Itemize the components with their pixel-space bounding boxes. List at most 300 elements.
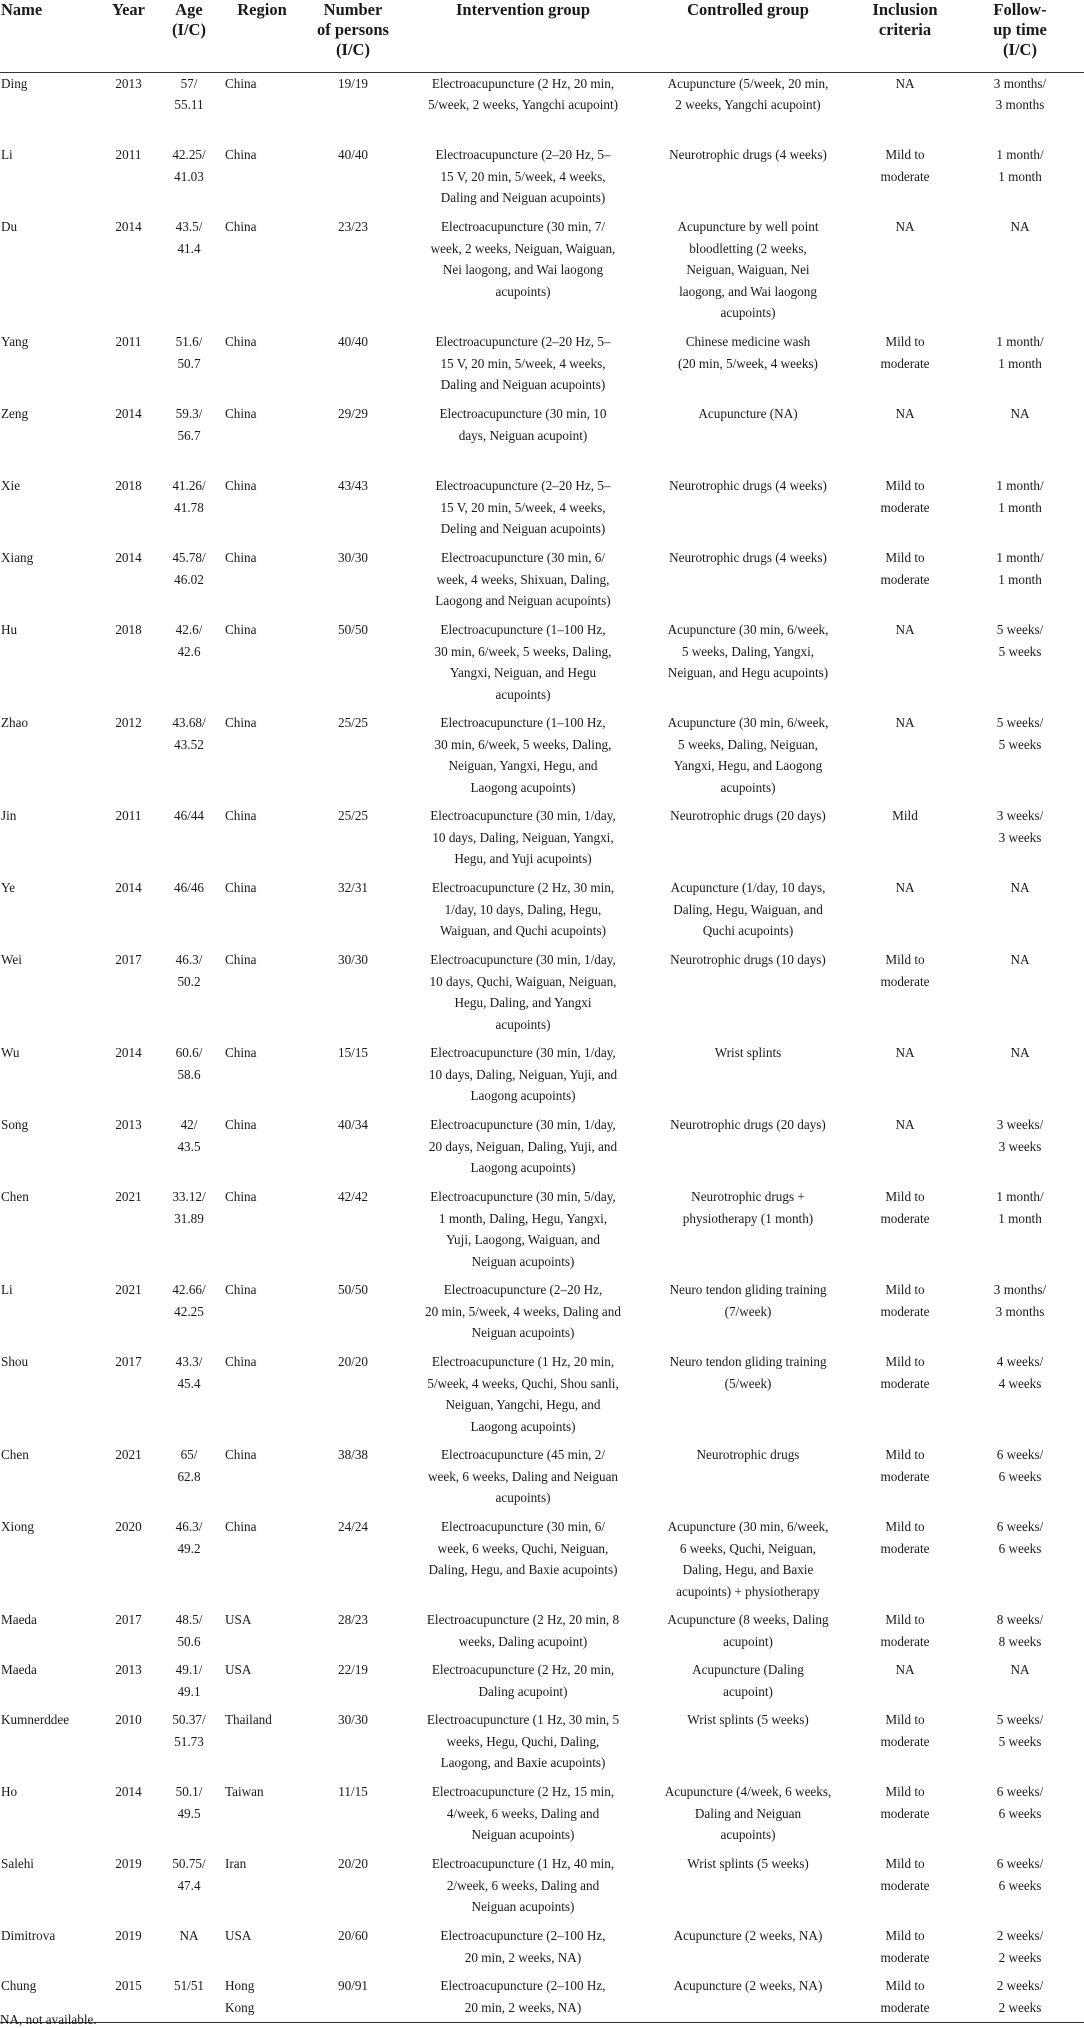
table-row (0, 1114, 1084, 1186)
cell-age (156, 1516, 222, 1609)
controlled-line: 5 weeks, Daling, Neiguan, (678, 736, 818, 752)
cell-name: Ding (1, 75, 28, 91)
cell-persons: 40/40 (337, 147, 369, 162)
controlled-line: Chinese medicine wash (685, 334, 811, 349)
cell-persons: 25/25 (337, 808, 369, 823)
cell-persons: 40/34 (337, 1117, 369, 1132)
region-line: USA (225, 1612, 252, 1627)
inclusion-line: moderate (880, 1375, 930, 1391)
followup-line: 1 month/ (996, 147, 1044, 162)
header-year: Year (101, 0, 156, 72)
region-line: China (225, 1117, 257, 1132)
controlled-line: Acupuncture (30 min, 6/week, (667, 1519, 829, 1534)
age-line: 50.7 (177, 355, 201, 371)
cell-inclusion (854, 216, 956, 331)
cell-persons: 40/40 (337, 334, 369, 349)
cell-intervention (404, 1853, 642, 1925)
age-line: 45.4 (177, 1375, 201, 1391)
followup-line: NA (1010, 406, 1030, 421)
cell-year: 2014 (115, 219, 142, 234)
region-line: China (225, 1447, 257, 1462)
cell-year: 2014 (115, 1045, 142, 1060)
cell-controlled (642, 619, 854, 712)
cell-inclusion (854, 805, 956, 877)
cell-persons: 20/20 (337, 1856, 369, 1871)
cell-controlled (642, 475, 854, 547)
intervention-line: Electroacupuncture (2 Hz, 20 min, (431, 75, 615, 91)
controlled-line: acupoints) (720, 1827, 776, 1842)
age-line: 46.3/ (175, 952, 203, 967)
cell-followup (956, 331, 1084, 403)
cell-intervention (404, 1186, 642, 1279)
controlled-line: Acupuncture (2 weeks, NA) (673, 1928, 823, 1943)
table-row (0, 805, 1084, 877)
cell-inclusion (854, 1925, 956, 1975)
cell-persons: 29/29 (337, 406, 369, 421)
cell-intervention (404, 1114, 642, 1186)
region-line: China (225, 1282, 257, 1297)
cell-name: Maeda (1, 1662, 37, 1677)
age-line: 50.75/ (172, 1856, 206, 1871)
intervention-line: Neiguan acupoints) (471, 1827, 575, 1842)
age-line: 41.4 (177, 240, 201, 256)
cell-intervention (404, 1659, 642, 1709)
intervention-line: Daling and Neiguan acupoints) (440, 377, 606, 392)
controlled-line: Neurotrophic drugs (20 days) (670, 808, 826, 823)
region-line: China (225, 1354, 257, 1369)
cell-age (156, 1975, 222, 2022)
cell-age (156, 547, 222, 619)
controlled-line: Wrist splints (5 weeks) (687, 1712, 809, 1727)
inclusion-line: moderate (880, 973, 930, 989)
followup-line: 2 weeks/ (996, 1978, 1044, 1993)
controlled-line: Neuro tendon gliding training (669, 1354, 827, 1369)
intervention-line: Hegu, and Yuji acupoints) (454, 851, 592, 866)
cell-persons: 28/23 (337, 1612, 369, 1627)
age-line: 41.78 (174, 499, 204, 515)
cell-inclusion (854, 1609, 956, 1659)
cell-intervention (404, 877, 642, 949)
intervention-line: 15 V, 20 min, 5/week, 4 weeks, (440, 168, 606, 184)
age-line: 46/46 (173, 880, 205, 895)
cell-name: Dimitrova (1, 1928, 56, 1943)
inclusion-line: moderate (880, 1210, 930, 1226)
intervention-line: Laogong acupoints) (470, 779, 576, 795)
cell-followup (956, 619, 1084, 712)
inclusion-line: NA (895, 1045, 915, 1060)
intervention-line: week, 6 weeks, Daling and Neiguan (427, 1468, 619, 1484)
intervention-line: 10 days, Quchi, Waiguan, Neiguan, (429, 973, 617, 989)
cell-year: 2019 (115, 1928, 142, 1943)
inclusion-line: Mild to (885, 1447, 925, 1462)
region-line: China (225, 550, 257, 565)
followup-line: 1 month/ (996, 550, 1044, 565)
followup-line: 8 weeks (998, 1633, 1042, 1649)
controlled-line: Neurotrophic drugs (4 weeks) (669, 550, 827, 565)
inclusion-line: moderate (880, 1805, 930, 1821)
inclusion-line: NA (895, 1662, 915, 1677)
cell-age (156, 805, 222, 877)
cell-region (222, 877, 302, 949)
intervention-line: Electroacupuncture (2–20 Hz, 5– (435, 478, 611, 493)
intervention-line: Electroacupuncture (1 Hz, 20 min, (431, 1354, 615, 1369)
cell-followup (956, 1279, 1084, 1351)
controlled-line: acupoint) (723, 1633, 773, 1649)
controlled-line: Acupuncture (Daling (692, 1662, 804, 1677)
cell-persons: 50/50 (337, 622, 369, 637)
cell-controlled (642, 72, 854, 144)
inclusion-line: moderate (880, 1999, 930, 2015)
cell-persons: 42/42 (337, 1189, 369, 1204)
table-row (0, 1659, 1084, 1709)
controlled-line: (7/week) (724, 1303, 772, 1319)
table-row (0, 475, 1084, 547)
cell-followup (956, 1042, 1084, 1114)
cell-age (156, 144, 222, 216)
intervention-line: acupoints) (495, 1490, 551, 1505)
followup-line: NA (1010, 219, 1030, 234)
cell-controlled (642, 331, 854, 403)
followup-line: 6 weeks (998, 1805, 1042, 1821)
intervention-line: 5/week, 4 weeks, Quchi, Shou sanli, (427, 1375, 619, 1391)
cell-intervention (404, 1975, 642, 2022)
table-row (0, 1444, 1084, 1516)
age-line: 42.6 (177, 643, 201, 659)
cell-followup (956, 1516, 1084, 1609)
cell-controlled (642, 1114, 854, 1186)
cell-intervention (404, 1709, 642, 1781)
cell-controlled (642, 1781, 854, 1853)
age-line: 41.03 (174, 168, 204, 184)
followup-line: 5 weeks (998, 736, 1042, 752)
age-line: 42.25/ (172, 147, 206, 162)
cell-region (222, 1279, 302, 1351)
followup-line: NA (1010, 880, 1030, 895)
cell-year: 2017 (115, 1612, 142, 1627)
intervention-line: Electroacupuncture (2–20 Hz, 5– (435, 147, 611, 162)
region-line: Iran (225, 1856, 247, 1871)
table-row (0, 949, 1084, 1042)
controlled-line: Yangxi, Hegu, and Laogong (673, 758, 823, 773)
cell-followup (956, 877, 1084, 949)
cell-name: Wei (1, 952, 22, 967)
cell-name: Song (1, 1117, 29, 1132)
cell-year: 2018 (115, 622, 142, 637)
cell-inclusion (854, 1114, 956, 1186)
region-line: China (225, 334, 257, 349)
intervention-line: Electroacupuncture (2 Hz, 30 min, (431, 880, 615, 895)
followup-line: 5 weeks/ (996, 1712, 1044, 1727)
cell-followup (956, 1975, 1084, 2022)
controlled-line: Daling and Neiguan (694, 1805, 802, 1821)
inclusion-line: Mild to (885, 1978, 925, 1993)
cell-name: Kumnerddee (1, 1712, 70, 1727)
inclusion-line: NA (895, 622, 915, 637)
cell-inclusion (854, 1709, 956, 1781)
followup-line: 3 weeks/ (996, 1117, 1044, 1132)
region-line: Thailand (225, 1712, 272, 1727)
table-row (0, 877, 1084, 949)
followup-line: 4 weeks (998, 1375, 1042, 1391)
controlled-line: acupoint) (723, 1683, 773, 1699)
intervention-line: Electroacupuncture (30 min, 10 (439, 406, 607, 421)
inclusion-line: NA (895, 219, 915, 234)
intervention-line: Electroacupuncture (1–100 Hz, (440, 715, 606, 730)
intervention-line: acupoints) (495, 686, 551, 702)
cell-followup (956, 216, 1084, 331)
header-age (156, 0, 222, 72)
inclusion-line: Mild to (885, 1712, 925, 1727)
cell-inclusion (854, 331, 956, 403)
followup-line: NA (1010, 952, 1030, 967)
inclusion-line: Mild to (885, 1354, 925, 1369)
followup-line: 1 month/ (996, 478, 1044, 493)
header-persons-line: (I/C) (336, 40, 370, 59)
inclusion-line: moderate (880, 571, 930, 587)
inclusion-line: moderate (880, 355, 930, 371)
controlled-line: Acupuncture (4/week, 6 weeks, (664, 1784, 832, 1799)
cell-year: 2017 (115, 952, 142, 967)
header-row (0, 0, 1084, 72)
controlled-line: Acupuncture (1/day, 10 days, (670, 880, 826, 895)
cell-persons: 32/31 (337, 880, 369, 895)
inclusion-line: moderate (880, 1540, 930, 1556)
inclusion-line: Mild (892, 808, 918, 823)
age-line: 46/44 (173, 808, 205, 823)
cell-intervention (404, 1609, 642, 1659)
cell-age (156, 216, 222, 331)
region-line: China (225, 880, 257, 895)
controlled-line: Neuro tendon gliding training (669, 1282, 827, 1297)
cell-controlled (642, 1444, 854, 1516)
cell-age (156, 475, 222, 547)
intervention-line: Electroacupuncture (30 min, 6/ (440, 1519, 606, 1534)
controlled-line: Neiguan, Waiguan, Nei (686, 262, 810, 277)
cell-region (222, 949, 302, 1042)
cell-persons: 90/91 (302, 1975, 404, 2022)
table-row (0, 1781, 1084, 1853)
cell-age (156, 1042, 222, 1114)
cell-name: Zeng (1, 406, 29, 421)
cell-year: 2011 (115, 334, 142, 349)
intervention-line: Electroacupuncture (30 min, 1/day, (430, 1045, 616, 1060)
header-followup (956, 0, 1084, 72)
cell-year: 2019 (115, 1856, 142, 1871)
age-line: 42.6/ (175, 622, 203, 637)
cell-intervention (404, 547, 642, 619)
age-line: 59.3/ (175, 406, 203, 421)
cell-year: 2021 (115, 1189, 142, 1204)
intervention-line: Electroacupuncture (30 min, 1/day, (430, 808, 616, 823)
controlled-line: Neurotrophic drugs (4 weeks) (669, 478, 827, 493)
inclusion-line: Mild to (885, 1612, 925, 1627)
cell-age (156, 712, 222, 805)
controlled-line: 5 weeks, Daling, Yangxi, (681, 643, 815, 659)
cell-inclusion (854, 712, 956, 805)
intervention-line: Neiguan, Yangchi, Hegu, and (445, 1397, 601, 1412)
cell-persons: 25/25 (337, 715, 369, 730)
region-line: Kong (225, 1999, 255, 2015)
cell-persons: 20/20 (337, 1354, 369, 1369)
age-line: 50.37/ (172, 1712, 206, 1727)
followup-line: 3 months/ (993, 75, 1047, 91)
age-line: 46.3/ (175, 1519, 203, 1534)
cell-age (156, 1114, 222, 1186)
intervention-line: Nei laogong, and Wai laogong (442, 262, 604, 277)
region-line: Taiwan (225, 1784, 264, 1799)
cell-controlled (642, 1975, 854, 2022)
inclusion-line: NA (895, 75, 915, 91)
region-line: China (225, 1189, 257, 1204)
controlled-line: Daling, Hegu, Waiguan, and (673, 901, 823, 917)
controlled-line: Acupuncture (NA) (698, 406, 798, 421)
followup-line: 6 weeks (998, 1877, 1042, 1893)
intervention-line: weeks, Hegu, Quchi, Daling, (446, 1733, 600, 1749)
table-body (0, 72, 1084, 2022)
table-row (0, 712, 1084, 805)
followup-line: 1 month (998, 571, 1042, 587)
age-line: 50.2 (177, 973, 201, 989)
cell-name: Shou (1, 1354, 29, 1369)
table-row (0, 1186, 1084, 1279)
inclusion-line: moderate (880, 1733, 930, 1749)
cell-intervention (404, 805, 642, 877)
cell-intervention (404, 1781, 642, 1853)
cell-intervention (404, 1042, 642, 1114)
intervention-line: 20 min, 5/week, 4 weeks, Daling and (425, 1303, 621, 1319)
age-line: 42/ (180, 1117, 198, 1132)
controlled-line: 2 weeks, Yangchi acupoint) (675, 97, 821, 112)
intervention-line: 2/week, 6 weeks, Daling and (446, 1877, 600, 1893)
intervention-line: 30 min, 6/week, 5 weeks, Daling, (434, 736, 612, 752)
intervention-line: Electroacupuncture (30 min, 1/day, (430, 1117, 616, 1132)
intervention-line: acupoints) (495, 1016, 551, 1032)
cell-inclusion (854, 877, 956, 949)
cell-age (156, 1781, 222, 1853)
cell-followup (956, 1853, 1084, 1925)
header-followup-line: Follow- (993, 0, 1047, 19)
controlled-line: Acupuncture (8 weeks, Daling (667, 1612, 829, 1627)
age-line: 31.89 (174, 1210, 204, 1226)
header-persons (302, 0, 404, 72)
controlled-line: Neiguan, and Hegu acupoints) (667, 665, 829, 680)
age-line: 43.68/ (172, 715, 206, 730)
intervention-line: Daling, Hegu, and Baxie acupoints) (428, 1562, 618, 1577)
age-line: 49.1 (177, 1683, 201, 1699)
cell-followup (956, 1351, 1084, 1444)
cell-region (222, 72, 302, 144)
controlled-line: Neurotrophic drugs (10 days) (670, 952, 826, 967)
cell-age (156, 877, 222, 949)
followup-line: 5 weeks/ (996, 715, 1044, 730)
cell-year: 2014 (115, 880, 142, 895)
age-line: 45.78/ (172, 550, 206, 565)
region-line: China (225, 1519, 257, 1534)
cell-region (222, 1444, 302, 1516)
controlled-line: acupoints) (720, 305, 776, 320)
cell-year: 2014 (115, 406, 142, 421)
cell-controlled (642, 712, 854, 805)
cell-name: Du (1, 219, 18, 234)
intervention-line: days, Neiguan acupoint) (458, 427, 588, 443)
followup-line: 6 weeks/ (996, 1856, 1044, 1871)
inclusion-line: moderate (880, 1303, 930, 1319)
table-row (0, 1609, 1084, 1659)
controlled-line: Acupuncture (2 weeks, NA) (673, 1978, 823, 1993)
followup-line: 4 weeks/ (996, 1354, 1044, 1369)
intervention-line: 1/day, 10 days, Daling, Hegu, (444, 901, 602, 917)
cell-region (222, 1975, 302, 2022)
intervention-line: Neiguan acupoints) (471, 1253, 575, 1269)
inclusion-line: moderate (880, 1949, 930, 1965)
inclusion-line: moderate (880, 168, 930, 184)
cell-inclusion (854, 949, 956, 1042)
cell-name: Salehi (1, 1856, 34, 1871)
controlled-line: acupoints) + physiotherapy (676, 1583, 820, 1599)
cell-inclusion (854, 403, 956, 475)
cell-persons: 30/30 (337, 550, 369, 565)
cell-persons: 30/30 (337, 1712, 369, 1727)
table-row (0, 72, 1084, 144)
intervention-line: Laogong acupoints) (470, 1160, 576, 1175)
header-followup-line: (I/C) (1003, 40, 1037, 59)
cell-intervention (404, 331, 642, 403)
inclusion-line: Mild to (885, 147, 925, 162)
cell-region (222, 1781, 302, 1853)
table-row (0, 1975, 1084, 2022)
cell-controlled (642, 1925, 854, 1975)
age-line: 42.66/ (172, 1282, 206, 1297)
age-line: 46.02 (174, 571, 204, 587)
cell-persons: 20/60 (337, 1928, 369, 1943)
intervention-line: Electroacupuncture (30 min, 1/day, (430, 952, 616, 967)
inclusion-line: moderate (880, 499, 930, 515)
cell-controlled (642, 1186, 854, 1279)
cell-age (156, 72, 222, 144)
cell-persons: 38/38 (337, 1447, 369, 1462)
followup-line: 8 weeks/ (996, 1612, 1044, 1627)
cell-region (222, 1925, 302, 1975)
region-line: China (225, 808, 257, 823)
cell-name: Hu (1, 622, 18, 637)
controlled-line: physiotherapy (1 month) (682, 1210, 814, 1226)
age-line: 33.12/ (172, 1189, 206, 1204)
cell-intervention (404, 72, 642, 144)
intervention-line: Electroacupuncture (30 min, 6/ (440, 550, 606, 565)
age-line: 51.6/ (175, 334, 203, 349)
cell-region (222, 1853, 302, 1925)
cell-region (222, 805, 302, 877)
controlled-line: laogong, and Wai laogong (679, 283, 817, 299)
cell-controlled (642, 1853, 854, 1925)
cell-region (222, 1186, 302, 1279)
header-persons-line: of persons (317, 20, 389, 39)
followup-line: 6 weeks/ (996, 1447, 1044, 1462)
cell-age (156, 1279, 222, 1351)
intervention-line: Deling and Neiguan acupoints) (440, 521, 606, 536)
age-line: 47.4 (177, 1877, 201, 1893)
intervention-line: Electroacupuncture (1–100 Hz, (440, 622, 606, 637)
intervention-line: 1 month, Daling, Hegu, Yangxi, (438, 1210, 608, 1226)
age-line: 49.5 (177, 1805, 201, 1821)
cell-region (222, 1609, 302, 1659)
header-name: Name (0, 0, 101, 72)
cell-name: Chung (0, 1975, 101, 2022)
cell-controlled (642, 1709, 854, 1781)
intervention-line: Electroacupuncture (2–100 Hz, (440, 1978, 606, 1993)
intervention-line: Electroacupuncture (45 min, 2/ (440, 1447, 606, 1462)
age-line: 50.1/ (175, 1784, 203, 1799)
